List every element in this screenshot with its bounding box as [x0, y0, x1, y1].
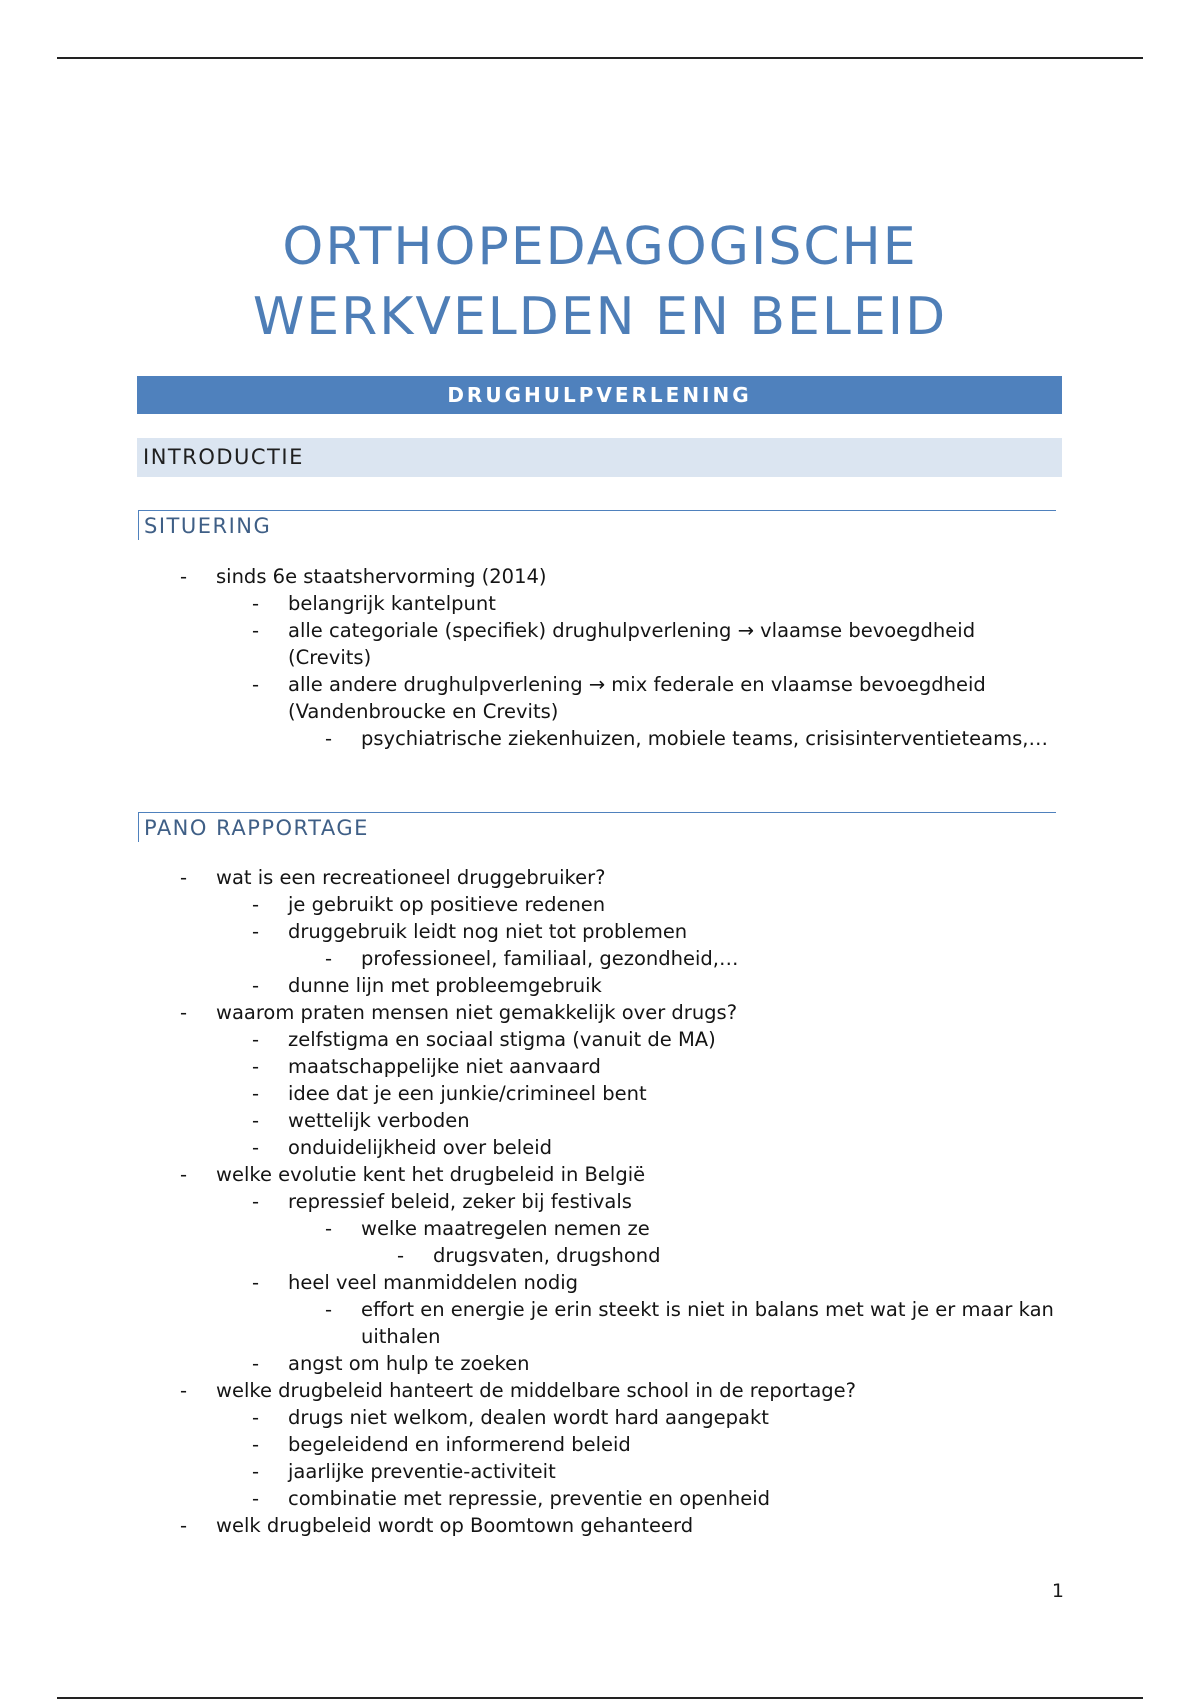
list-item	[0, 1377, 1200, 1404]
list-item	[0, 918, 1200, 945]
list-item	[0, 617, 1200, 671]
list-item	[0, 1080, 1200, 1107]
list-item-text: jaarlijke preventie-activiteit	[288, 1460, 556, 1483]
bullet-dash: -	[180, 1001, 188, 1024]
list-item-text: onduidelijkheid over beleid	[288, 1136, 552, 1159]
bullet-dash: -	[252, 1190, 260, 1213]
list-item	[0, 1026, 1200, 1053]
bullet-dash: -	[252, 1460, 260, 1483]
list-item-text: combinatie met repressie, preventie en openheid	[288, 1487, 771, 1510]
list-item-text: professioneel, familiaal, gezondheid,…	[361, 947, 739, 970]
bullet-dash: -	[252, 1055, 260, 1078]
bullet-dash: -	[252, 1352, 260, 1375]
subheading-pano-rapportage: PANO RAPPORTAGE	[138, 812, 1056, 842]
list-item-text: alle andere drughulpverlening → mix federale en vlaamse bevoegdheid (Vandenbroucke en Crevits)	[288, 673, 986, 723]
bullet-dash: -	[252, 1487, 260, 1510]
list-item	[0, 1161, 1200, 1188]
bullet-dash: -	[180, 1163, 188, 1186]
list-item	[0, 1296, 1200, 1350]
list-item-text: welke drugbeleid hanteert de middelbare school in de reportage?	[216, 1379, 857, 1402]
list-item-text: dunne lijn met probleemgebruik	[288, 974, 602, 997]
list-item	[0, 945, 1200, 972]
list-item	[0, 864, 1200, 891]
chapter-heading: DRUGHULPVERLENING	[137, 376, 1062, 414]
bullet-dash: -	[180, 866, 188, 889]
footer-rule	[57, 1697, 1143, 1699]
bullet-dash: -	[180, 565, 188, 588]
list-item	[0, 1431, 1200, 1458]
bullet-dash: -	[252, 974, 260, 997]
list-item-text: maatschappelijke niet aanvaard	[288, 1055, 601, 1078]
list-item	[0, 972, 1200, 999]
bullet-dash: -	[252, 1109, 260, 1132]
list-item-text: zelfstigma en sociaal stigma (vanuit de MA)	[288, 1028, 716, 1051]
list-item-text: drugsvaten, drugshond	[433, 1244, 661, 1267]
list-item	[0, 1485, 1200, 1512]
bullet-dash: -	[252, 920, 260, 943]
list-item	[0, 1512, 1200, 1539]
bullet-dash: -	[397, 1244, 405, 1267]
list-item-text: drugs niet welkom, dealen wordt hard aangepakt	[288, 1406, 769, 1429]
document-title	[0, 212, 1200, 352]
list-item	[0, 725, 1200, 752]
list-item-text: heel veel manmiddelen nodig	[288, 1271, 579, 1294]
bullet-dash: -	[252, 1028, 260, 1051]
bullet-dash: -	[325, 1298, 333, 1321]
list-item-text: repressief beleid, zeker bij festivals	[288, 1190, 632, 1213]
list-item-text: alle categoriale (specifiek) drughulpverlening → vlaamse bevoegdheid (Crevits)	[288, 619, 976, 669]
list-item	[0, 671, 1200, 725]
bullet-dash: -	[252, 619, 260, 642]
list-item-text: idee dat je een junkie/crimineel bent	[288, 1082, 647, 1105]
list-item	[0, 1350, 1200, 1377]
list-item-text: welke maatregelen nemen ze	[361, 1217, 650, 1240]
list-item-text: welk drugbeleid wordt op Boomtown gehanteerd	[216, 1514, 694, 1537]
list-item	[0, 1242, 1200, 1269]
list-item-text: druggebruik leidt nog niet tot problemen	[288, 920, 688, 943]
section-heading: INTRODUCTIE	[137, 438, 1062, 477]
list-item-text: begeleidend en informerend beleid	[288, 1433, 631, 1456]
list-item	[0, 1404, 1200, 1431]
page-number: 1	[1051, 1580, 1064, 1602]
list-item	[0, 1215, 1200, 1242]
bullet-dash: -	[252, 1406, 260, 1429]
list-item	[0, 563, 1200, 590]
list-item-text: wat is een recreationeel druggebruiker?	[216, 866, 606, 889]
bullet-dash: -	[252, 1271, 260, 1294]
list-item	[0, 1134, 1200, 1161]
bullet-dash: -	[252, 1082, 260, 1105]
list-item	[0, 1107, 1200, 1134]
list-item-text: belangrijk kantelpunt	[288, 592, 496, 615]
bullet-dash: -	[252, 1433, 260, 1456]
document-title-line-1: ORTHOPEDAGOGISCHE	[282, 217, 918, 277]
list-item-text: psychiatrische ziekenhuizen, mobiele teams, crisisinterventieteams,…	[361, 727, 1048, 750]
subheading-situering: SITUERING	[138, 510, 1056, 540]
bullet-dash: -	[325, 1217, 333, 1240]
list-item-text: je gebruikt op positieve redenen	[288, 893, 606, 916]
bullet-dash: -	[252, 1136, 260, 1159]
bullet-dash: -	[180, 1514, 188, 1537]
bullet-dash: -	[325, 727, 333, 750]
list-item-text: angst om hulp te zoeken	[288, 1352, 530, 1375]
bullet-dash: -	[180, 1379, 188, 1402]
situering-list	[0, 563, 1200, 752]
document-title-line-2: WERKVELDEN EN BELEID	[252, 287, 948, 347]
list-item	[0, 999, 1200, 1026]
list-item-text: welke evolutie kent het drugbeleid in België	[216, 1163, 646, 1186]
list-item	[0, 1269, 1200, 1296]
bullet-dash: -	[252, 893, 260, 916]
bullet-dash: -	[252, 592, 260, 615]
list-item-text: waarom praten mensen niet gemakkelijk over drugs?	[216, 1001, 738, 1024]
bullet-dash: -	[325, 947, 333, 970]
list-item	[0, 1458, 1200, 1485]
list-item	[0, 891, 1200, 918]
header-rule	[57, 57, 1143, 59]
list-item-text: wettelijk verboden	[288, 1109, 470, 1132]
list-item	[0, 1053, 1200, 1080]
list-item	[0, 590, 1200, 617]
list-item-text: effort en energie je erin steekt is niet in balans met wat je er maar kan uithalen	[361, 1298, 1054, 1348]
list-item	[0, 1188, 1200, 1215]
bullet-dash: -	[252, 673, 260, 696]
list-item-text: sinds 6e staatshervorming (2014)	[216, 565, 547, 588]
pano-rapportage-list	[0, 864, 1200, 1539]
